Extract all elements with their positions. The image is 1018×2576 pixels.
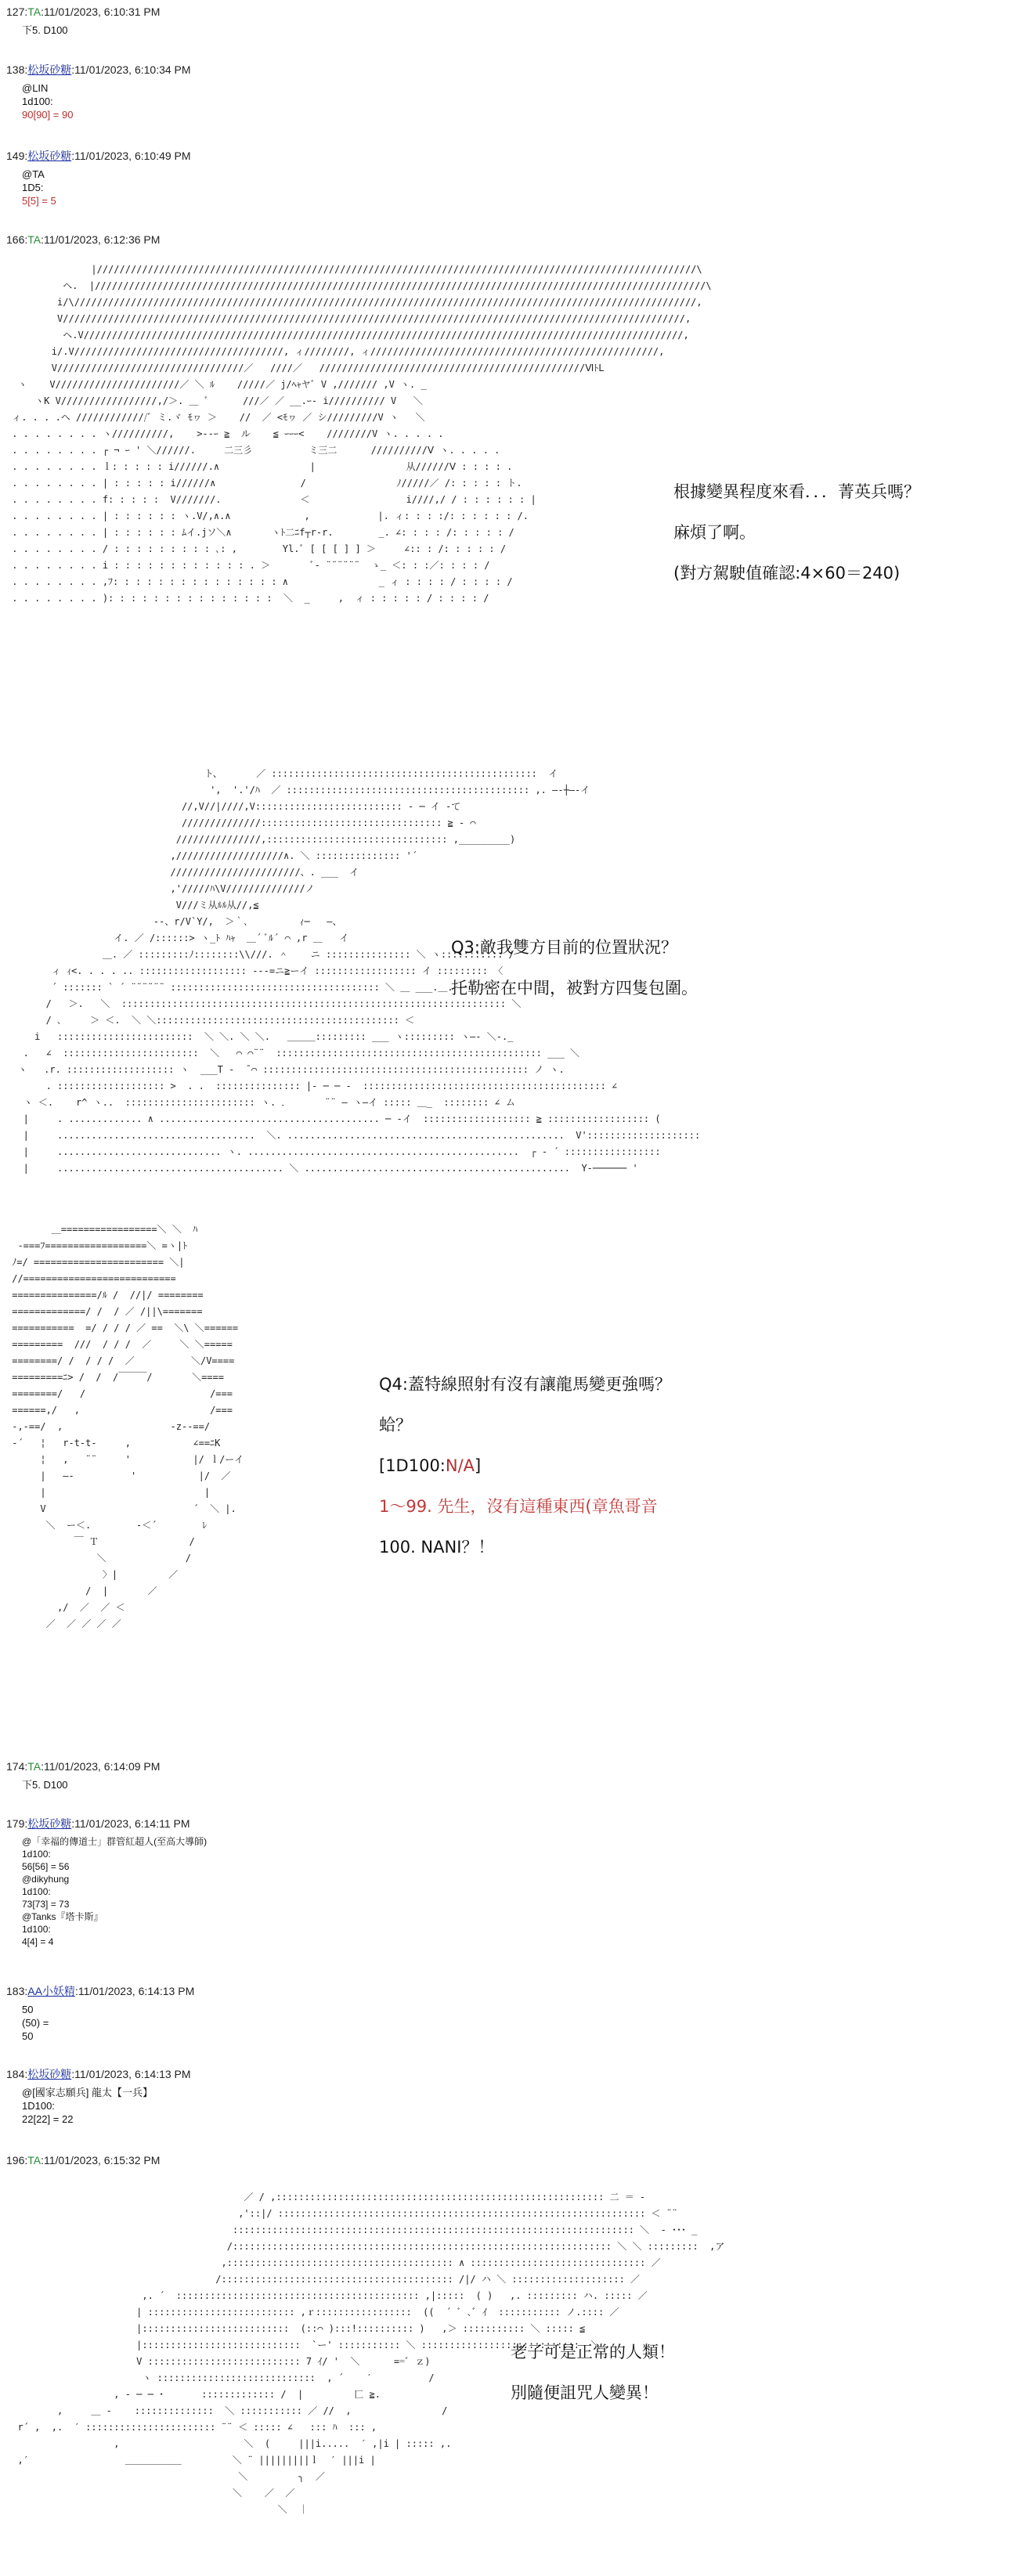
dice-result: 50 (22, 2030, 34, 2042)
speech-block-4 (511, 2332, 675, 2413)
post-line: 1D100: (22, 2100, 55, 2112)
poster-name[interactable]: 松坂砂糖 (27, 150, 72, 162)
post-time: 11/01/2023, 6:10:34 PM (74, 63, 191, 76)
post-number: 166 (6, 233, 25, 246)
post-number: 183 (6, 1985, 25, 1997)
post-line: 1d100: (22, 1849, 51, 1860)
post-time: 11/01/2023, 6:15:32 PM (44, 2154, 161, 2167)
post-184: 184:松坂砂糖:11/01/2023, 6:14:13 PM @[國家志願兵] 龍太【一兵】 1D100: 22[22] = 22 (6, 2068, 191, 2125)
post-line: @[國家志願兵] 龍太【一兵】 (22, 2087, 153, 2098)
post-line: @「幸福的傳道士」群管紅超人(至高大導師) (22, 1836, 208, 1847)
poster-name[interactable]: TA (27, 1760, 42, 1773)
speech-line: 1～99. 先生，沒有這種東西(章魚哥音 (379, 1497, 658, 1516)
ascii-art-2: ト、 ／ ::::::::::::::::::::::::::::::::::::::::::::::: イ ', '.'/ﾊ ／ ::::::::::::::::::::::::::::::::::::::::::: ,. ―‐┼―‐イ //,V//|////,V:::::::::::::::::::::::::: ‐ ─ イ ‐て //////////////:::::::::::::::::::::::::::::::: ≧ ‐ ⌒ ///////////////,:::::::::::::::::::::::::::::::: ,_________) ,///////////////////∧. ＼ ::::::::::::::: '´ ///////////////////////、. ___ イ ,'/////ﾊ\V//////////////ノ V///ミ从ﾙﾙ从//,≦ --、r/V`Y/, ＞｀､ ｨ─ ―、 イ. ／ /::::::> ヽ_ﾄ ﾊｬ ＿´ ﾞﾙ´ ⌒ ,r ＿ イ ＿. ／ :::::::::ﾉ::::::::\\///. ＾ ニ ::::::::::::::: ＼ ヽ::::::::::: / ィ ｨ<. . . . .. ::::::::::::::::::: ---=ニ≧ーイ :::::::::::::::::: イ ::::::::: 〈 ´ ::::::: ` ´ ¨¨¨¨¨¨ ::::::::::::::::::::::::::::::::::::: ＼ ＿ ___.＿. ー ＞ / ＞. ＼ :::::::::::::::::::::::::::::::::::::::::::::::::::::::::::::::::::: ＼ / ､ ＞ ＜. ＼ ＼::::::::::::::::::::::::::::::::::::::::::: ＜ i :::::::::::::::::::::::: ＼ ＼. ＼ ＼. ＿＿＿::::::::: ___ ヽ::::::::: ヽ―‐ ＼-._ . ∠ :::::::::::::::::::::::: ＼ ⌒ ⌒¨¨ ::::::::::::::::::::::::::::::::::::::::::::::: ___ ＼ ヽ .r. ::::::::::::::::::: ヽ ___T ‐ ̄ ⌒ ::::::::::::::::::::::::::::::::::::::::::::::: ノ ヽ. . ::::::::::::::::::: > . . ::::::::::::::: |- ─ ─ ‐ ::::::::::::::::::::::::::::::::::::::::::: ∠ ヽ ＜. r^ ヽ.. ::::::::::::::::::::::: ヽ. ． ¨¨ ― ヽ―イ ::::: ＿_ :::::::: ∠ ム | . ............. ∧ ....................................... ─ ‐イ ::::::::::::::::::: ≧ :::::::::::::::::: ( | ................................... ＼. ................................................. V':::::::::::::::::::: | ............................. ヽ. ................................................ ┌ ‐ ´ ::::::::::::::::: | ........................................ ＼ ............................................... Y‐────── ' (17, 768, 701, 1174)
dice-result: 4[4] = 4 (22, 1936, 54, 1947)
post-line: 1d100: (22, 1886, 51, 1897)
ascii-art-3: ＿=================＼ ＼ ﾊ -===ﾌ==================＼ =ヽ|ﾄ ﾉ=/ ======================= ＼| //=========================== ===============/ﾙ / //|/ ======== =============/ / / ／ /||\======= =========== =/ / / / ／ == ＼\ ＼====== ========= /// / / / ／ ＼ ＼===== ========/ / / / / ／ ＼/V==== =========ﾆ> / / /￣￣￣/ ＼==== ========/ / /=== ======,/ , /=== -,-==/ , -z-‐==/ -´ ¦ r‐t‐t‐ , ∠==ﾆK ¦ , ¨¨ ' |/ ｌ/ーイ | ―‐ ' |/ ／ | | V ´ ＼ |. ＼ ー＜. -＜´ ﾚ ￣ Ｔ / ＼ / 〉| ／ / | ／ ,/ ／ ／ ＜ ／ ／ ／ ／ ／ (12, 1224, 244, 1629)
post-body (22, 1835, 207, 1948)
post-174: 174:TA:11/01/2023, 6:14:09 PM 下5. D100 (6, 1760, 161, 1791)
post-body (22, 1778, 160, 1791)
post-line: 下5. D100 (22, 1779, 68, 1791)
speech-line: 別隨便詛咒人變異！ (511, 2383, 659, 2402)
post-149: 149:松坂砂糖:11/01/2023, 6:10:49 PM @TA 1D5: 5[5] = 5 (6, 150, 191, 207)
poster-name[interactable]: TA (27, 233, 42, 246)
post-number: 179 (6, 1817, 25, 1830)
speech-line: 老子可是正常的人類！ (511, 2343, 675, 2361)
dice-result: 73[73] = 73 (22, 1899, 70, 1910)
ascii-art-1: |//////////////////////////////////////////////////////////////////////////////////////////////////////////\ ヘ. |////////////////////////////////////////////////////////////////////////////////////////////////////////////\ i/\//////////////////////////////////////////////////////////////////////////////////////////////////////////////, V//////////////////////////////////////////////////////////////////////////////////////////////////////////////, ヘ.V//////////////////////////////////////////////////////////////////////////////////////////////////////////, i/.V/////////////////////////////////////, ィ////////, ィ///////////////////////////////////////////////////, V/////////////////////////////////／ ////／ ///////////////////////////////////////////////ⅥﾄL ヽ V//////////////////////／ ＼ ﾙ /////／ j/ﾍｬヤﾞ V ,/////// ,V ヽ. _ ヽK V/////////////////,/＞. ＿ ﾞ ///／ ／ __.ｰ- i////////// V ＼ ィ. . . .ヘ /////////////ﾞ ミ.ヾ ﾓヮ ＞ // ／ <ﾓヮ ／ シ/////////V ヽ ＼ . . . . . . . . ヽ//////////, >--ｰ ≧ ル ≦ ｰｰｰ< ////////V ヽ. . . . . . . . . . . . . ┌ ¬ ｰ ' ＼//////. 二三彡 ミ三二 //////////Ⅴ ヽ. . . . . . . . . . . . . ｌ: : : : : i//////.∧ | 从//////Ⅴ : : : : . . . . . . . . . | : : : : : i//////∧ / ﾉ/////／ /: : : : : ト. . . . . . . . . f: : : : : V///////. ＜ i////,/ / : : : : : : | . . . . . . . . | : : : : : : ヽ.V/,∧.∧ , |. ィ: : : :/: : : : : : /. . . . . . . . . | : : : : : : ﾑイ.jソ＼∧ ヽﾄ二ﾆf┬r-r. _. ∠: : : : /: : : : : / . . . . . . . . / : : : : : : : : : ､: , Yl.ﾞ [ [ [ ] ] ＞ ∠:: : /: : : : : / . . . . . . . . i : : : : : : : : : : : : . ＞ ﾞ‐ ¨¨¨¨¨¨ ゝ_ ＜: : :／: : : : / . . . . . . . . ,ﾌ: : : : : : : : : : : : : : : ∧ _ ィ : : : : / : : : : / . . . . . . . . ): : : : : : : : : : : : : : : ＼ _ , ィ : : : : : / : : : : / (12, 264, 712, 604)
speech-line: Q4:蓋特線照射有沒有讓龍馬變更強嗎？ (379, 1375, 671, 1394)
post-196: 196:TA:11/01/2023, 6:15:32 PM (6, 2154, 161, 2167)
poster-name[interactable]: 松坂砂糖 (27, 2068, 72, 2080)
speech-block-2 (451, 927, 698, 1008)
post-time: 11/01/2023, 6:10:31 PM (44, 5, 161, 18)
post-number: 138 (6, 63, 25, 76)
dice-result: 56[56] = 56 (22, 1861, 70, 1872)
post-183: 183:AA小妖精:11/01/2023, 6:14:13 PM 50 (50) = 50 (6, 1985, 195, 2042)
speech-line: 100. NANI？！ (379, 1538, 495, 1557)
post-line: @TA (22, 168, 45, 180)
speech-line: 蛤？ (379, 1416, 412, 1434)
post-body (22, 81, 191, 121)
post-body (22, 23, 160, 37)
poster-name[interactable]: TA (27, 2154, 42, 2167)
post-line: 下5. D100 (22, 24, 68, 36)
poster-name[interactable]: 松坂砂糖 (27, 1817, 72, 1830)
post-line: 1d100: (22, 1924, 51, 1935)
post-body (22, 2086, 191, 2126)
speech-line: Q3:敵我雙方目前的位置狀況？ (451, 938, 677, 957)
post-number: 149 (6, 150, 25, 162)
post-line: (50) = (22, 2017, 49, 2029)
post-time: 11/01/2023, 6:14:13 PM (78, 1985, 195, 1997)
poster-name[interactable]: TA (27, 5, 42, 18)
speech-line: 根據變異程度來看．．．菁英兵嗎？ (673, 482, 920, 501)
post-127: 127:TA:11/01/2023, 6:10:31 PM 下5. D100 (6, 5, 161, 36)
speech-block-1 (673, 471, 920, 593)
post-body (22, 2003, 194, 2043)
post-number: 174 (6, 1760, 25, 1773)
speech-line: (對方駕駛值確認:4×60＝240) (673, 564, 901, 583)
post-time: 11/01/2023, 6:10:49 PM (74, 150, 191, 162)
post-number: 196 (6, 2154, 25, 2167)
speech-block-3 (379, 1364, 671, 1568)
post-138: 138:松坂砂糖:11/01/2023, 6:10:34 PM @LIN 1d100: 90[90] = 90 (6, 63, 191, 121)
post-time: 11/01/2023, 6:14:11 PM (74, 1817, 190, 1830)
dice-result: 5[5] = 5 (22, 195, 56, 207)
post-time: 11/01/2023, 6:12:36 PM (44, 233, 161, 246)
post-line: 1d100: (22, 96, 53, 107)
dice-label (379, 1445, 671, 1486)
post-time: 11/01/2023, 6:14:09 PM (44, 1760, 161, 1773)
dice-label-prefix: [1D100: (379, 1456, 446, 1475)
poster-name[interactable]: AA小妖精 (27, 1985, 75, 1997)
post-line: @dikyhung (22, 1874, 70, 1885)
post-number: 127 (6, 5, 25, 18)
speech-line: 麻煩了啊。 (673, 523, 756, 542)
speech-line: 托勒密在中間，被對方四隻包圍。 (451, 979, 698, 998)
post-time: 11/01/2023, 6:14:13 PM (74, 2068, 191, 2080)
post-166: 166:TA:11/01/2023, 6:12:36 PM (6, 233, 161, 246)
ascii-art-4: ／ / ,:::::::::::::::::::::::::::::::::::::::::::::::::::::::::: 二 ＝ - ,'::|/ ::::::::::::::::::::::::::::::::::::::::::::::::::::::::::::::::: ＜ ¨¨ ::::::::::::::::::::::::::::::::::::::::::::::::::::::::::::::::::::::: ＼ ‐ ･･･ _ /::::::::::::::::::::::::::::::::::::::::::::::::::::::::::::::::::: ＼ ＼ ::::::::: ,ア ,:::::::::::::::::::::::::::::::::::::::: ∧ ::::::::::::::::::::::::::::::: ／ /::::::::::::::::::::::::::::::::::::::::: /|/ ハ ＼ :::::::::::::::::::: ／ ,. ´ ::::::::::::::::::::::::::::::::::::::::::: ,|::::: ( ) ,. ::::::::: ハ. ::::: ／ | :::::::::::::::::::::::::: ,ｒ::::::::::::::::: (( ´ ﾞ ､ﾞ ｲ ::::::::::: ノ.:::: ／ |:::::::::::::::::::::::::: (::⌒ ):::!:::::::::: ) ,＞ ::::::::::: ＼ ::::: ≦ |:::::::::::::::::::::::::::: `ー' ::::::::::: ＼ :::::::::::::::::::::::::::: ＼ V ::::::::::::::::::::::::::: 7 ｲ/ ' ＼ ==ﾞ ｚ) ヽ :::::::::::::::::::::::::::: , ´ ′ / , ‐ ─ ─ ･ ::::::::::::: / | 匚 ≧. , ＿ ‐ :::::::::::::: ＼ ::::::::::: ／ // , / r´ , ,. ′ ::::::::::::::::::::::: ¨¨ ＜ ::::: ∠ ::: ﾊ ::: , , ＼ ( |||i..... ′ ,|i | ::::: ,. ,′ ＿＿＿＿＿＿ ＼ ¨ |||||||||ｌ ′ |||i | ＼ ╮ ／ ＼ ／ ／ ＼ ｜ (17, 2192, 725, 2515)
post-line: 1D5: (22, 182, 44, 193)
dice-label-suffix: ] (475, 1456, 482, 1475)
dice-label-value: N/A (445, 1456, 475, 1475)
post-line: 50 (22, 2004, 34, 2015)
post-line: @LIN (22, 82, 49, 94)
dice-result: 22[22] = 22 (22, 2113, 74, 2125)
post-number: 184 (6, 2068, 25, 2080)
post-179: 179:松坂砂糖:11/01/2023, 6:14:11 PM @「幸福的傳道士」群管紅超人(至高大導師) 1d100: 56[56] = 56 @dikyhung 1d100: 73[73] = 73 @Tanks『塔卡斯』 1d100: 4[4] = 4 (6, 1817, 208, 1947)
post-body (22, 168, 191, 207)
poster-name[interactable]: 松坂砂糖 (27, 63, 72, 76)
dice-result: 90[90] = 90 (22, 109, 74, 121)
post-line: @Tanks『塔卡斯』 (22, 1911, 103, 1922)
